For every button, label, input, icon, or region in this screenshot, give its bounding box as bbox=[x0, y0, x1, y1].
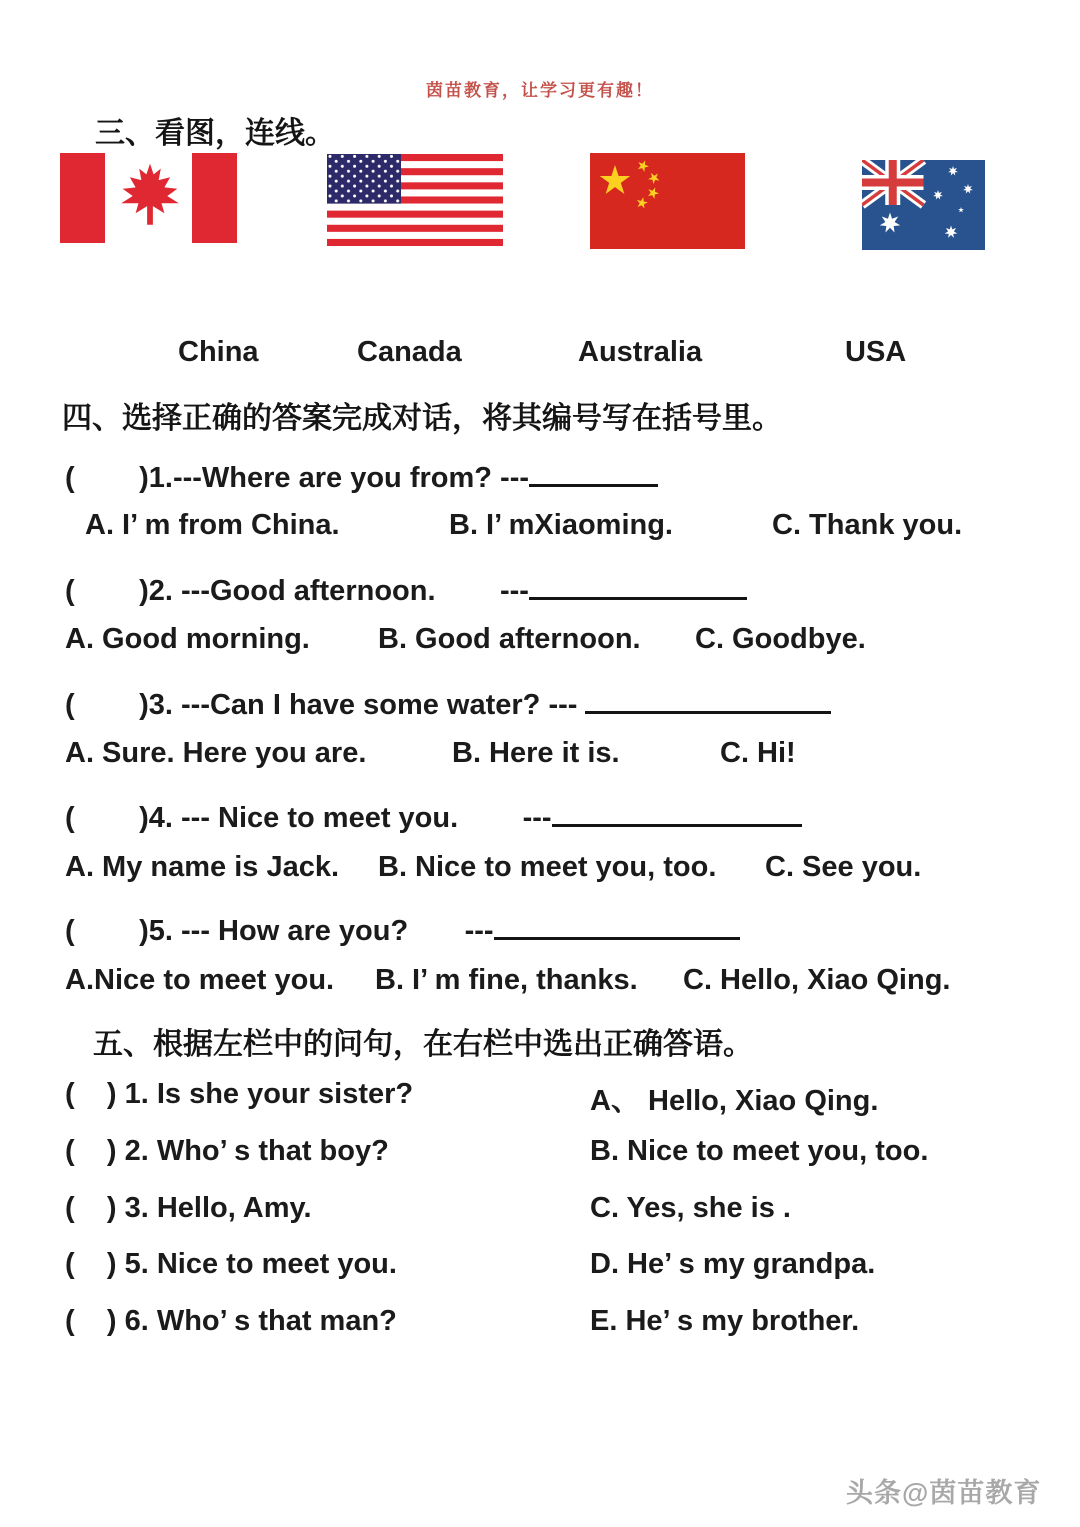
section3-title: 三、看图，连线。 bbox=[95, 117, 335, 150]
q2-option-c: C. Goodbye. bbox=[695, 623, 866, 655]
match-4-answer: D. He’ s my grandpa. bbox=[590, 1248, 876, 1280]
q3-option-b: B. Here it is. bbox=[452, 737, 620, 769]
answer-blank-3 bbox=[585, 682, 831, 714]
question-3-options bbox=[0, 737, 1080, 779]
q5-option-c: C. Hello, Xiao Qing. bbox=[683, 964, 951, 996]
china-flag-image bbox=[590, 153, 745, 249]
match-1-question: ( ) 1. Is she your sister? bbox=[65, 1078, 414, 1110]
match-5-answer: E. He’ s my brother. bbox=[590, 1305, 860, 1337]
question-2-line bbox=[65, 568, 747, 608]
match-2-question: ( ) 2. Who’ s that boy? bbox=[65, 1135, 389, 1167]
question-2-options bbox=[0, 623, 1080, 665]
q3-option-c: C. Hi! bbox=[720, 737, 796, 769]
question-4-text: ( )4. --- Nice to meet you. --- bbox=[65, 802, 552, 834]
match-2-answer: B. Nice to meet you, too. bbox=[590, 1135, 929, 1167]
question-1-line bbox=[65, 455, 658, 495]
question-5-options bbox=[0, 964, 1080, 1006]
q4-option-a: A. My name is Jack. bbox=[65, 851, 340, 883]
match-row-2 bbox=[0, 1135, 1080, 1177]
question-1-options bbox=[0, 509, 1080, 551]
q2-option-a: A. Good morning. bbox=[65, 623, 310, 655]
canada-flag-image bbox=[60, 153, 237, 243]
answer-blank-1 bbox=[529, 455, 658, 487]
answer-blank-2 bbox=[529, 568, 747, 600]
match-1-answer: A、 Hello, Xiao Qing. bbox=[590, 1085, 879, 1117]
country-label-china: China bbox=[178, 336, 259, 368]
q5-option-b: B. I’ m fine, thanks. bbox=[375, 964, 638, 996]
header-watermark: 茵苗教育，让学习更有趣！ bbox=[426, 81, 654, 100]
match-row-1 bbox=[0, 1078, 1080, 1120]
question-1-text: ( )1.---Where are you from? --- bbox=[65, 462, 530, 494]
match-4-question: ( ) 5. Nice to meet you. bbox=[65, 1248, 397, 1280]
question-5-text: ( )5. --- How are you? --- bbox=[65, 915, 494, 947]
q5-option-a: A.Nice to meet you. bbox=[65, 964, 335, 996]
q1-option-b: B. I’ mXiaoming. bbox=[449, 509, 673, 541]
q1-option-c: C. Thank you. bbox=[772, 509, 963, 541]
answer-blank-4 bbox=[552, 795, 802, 827]
match-3-answer: C. Yes, she is . bbox=[590, 1192, 791, 1224]
match-row-3 bbox=[0, 1192, 1080, 1234]
match-row-4 bbox=[0, 1248, 1080, 1290]
answer-blank-5 bbox=[494, 908, 740, 940]
q3-option-a: A. Sure. Here you are. bbox=[65, 737, 367, 769]
section4-title: 四、选择正确的答案完成对话，将其编号写在括号里。 bbox=[62, 402, 782, 435]
footer-watermark: 头条@茵苗教育 bbox=[846, 1478, 1042, 1508]
australia-flag-image bbox=[862, 160, 985, 250]
question-4-options bbox=[0, 851, 1080, 893]
match-3-question: ( ) 3. Hello, Amy. bbox=[65, 1192, 312, 1224]
q4-option-b: B. Nice to meet you, too. bbox=[378, 851, 717, 883]
section5-title: 五、根据左栏中的问句，在右栏中选出正确答语。 bbox=[93, 1028, 753, 1061]
match-row-5 bbox=[0, 1305, 1080, 1347]
q2-option-b: B. Good afternoon. bbox=[378, 623, 641, 655]
country-label-australia: Australia bbox=[578, 336, 703, 368]
question-2-text: ( )2. ---Good afternoon. --- bbox=[65, 575, 529, 607]
match-5-question: ( ) 6. Who’ s that man? bbox=[65, 1305, 397, 1337]
country-label-canada: Canada bbox=[357, 336, 462, 368]
question-5-line bbox=[65, 908, 740, 948]
q1-option-a: A. I’ m from China. bbox=[85, 509, 340, 541]
country-label-usa: USA bbox=[845, 336, 907, 368]
usa-flag-image bbox=[327, 154, 503, 246]
question-3-text: ( )3. ---Can I have some water? --- bbox=[65, 689, 586, 721]
question-3-line bbox=[65, 682, 831, 722]
q4-option-c: C. See you. bbox=[765, 851, 922, 883]
question-4-line bbox=[65, 795, 802, 835]
